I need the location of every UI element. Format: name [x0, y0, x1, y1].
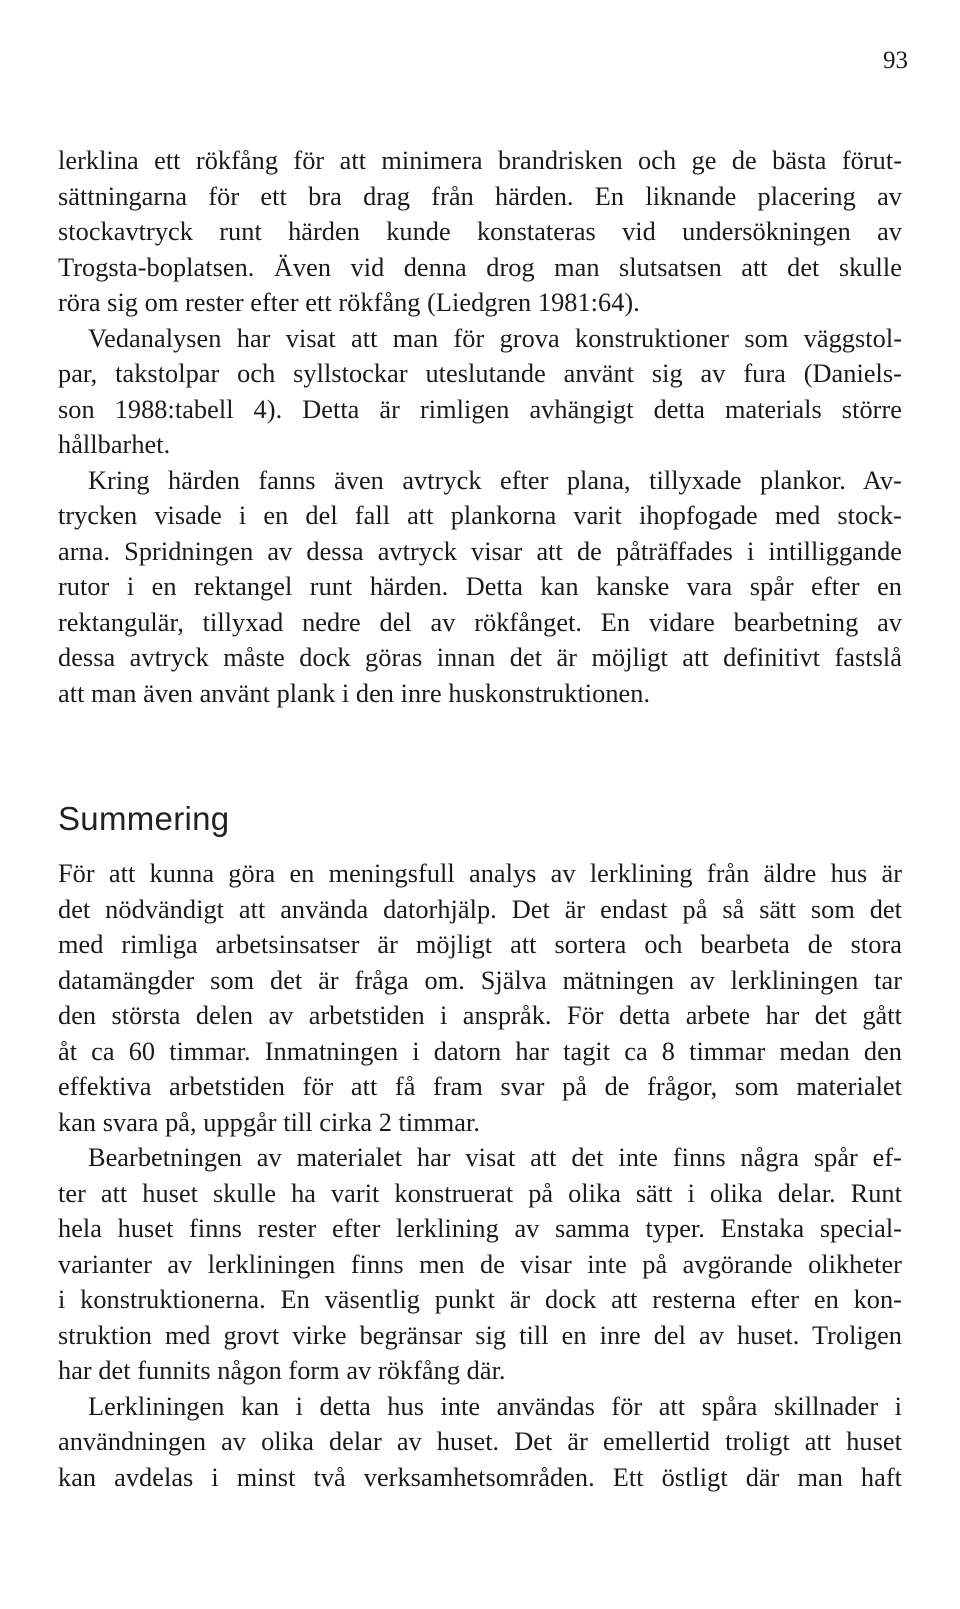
text-line: användningen av olika delar av huset. Det är emellertid troligt att huset: [58, 1427, 902, 1456]
text-line: struktion med grovt virke begränsar sig till en inre del av huset. Troligen: [58, 1321, 902, 1350]
text-line: datamängder som det är fråga om. Själva mätningen av lerkliningen tar: [58, 966, 902, 995]
text-line: hållbarhet.: [58, 430, 171, 459]
text-line: trycken visade i en del fall att plankorna varit ihopfogade med stock-: [58, 501, 902, 530]
section-heading: Summering: [58, 800, 230, 837]
text-line: sättningarna för ett bra drag från härden. En liknande placering av: [58, 182, 902, 211]
page-number: 93: [883, 47, 908, 74]
text-line: arna. Spridningen av dessa avtryck visar att de påträffades i intilliggande: [58, 537, 902, 566]
text-line: rutor i en rektangel runt härden. Detta kan kanske vara spår efter en: [58, 572, 902, 601]
text-line: att man även använt plank i den inre huskonstruktionen.: [58, 679, 651, 708]
text-line: stockavtryck runt härden kunde konstateras vid undersökningen av: [58, 217, 902, 246]
text-line: med rimliga arbetsinsatser är möjligt att sortera och bearbeta de stora: [58, 930, 902, 959]
text-line: Vedanalysen har visat att man för grova konstruktioner som väggstol-: [88, 324, 902, 353]
text-line: lerklina ett rökfång för att minimera brandrisken och ge de bästa förut-: [58, 146, 902, 175]
text-line: ter att huset skulle ha varit konstruerat på olika sätt i olika delar. Runt: [58, 1179, 902, 1208]
text-line: hela huset finns rester efter lerklining av samma typer. Enstaka special-: [58, 1214, 902, 1243]
text-line: Trogsta-boplatsen. Även vid denna drog man slutsatsen att det skulle: [58, 253, 902, 282]
text-line: det nödvändigt att använda datorhjälp. Det är endast på så sätt som det: [58, 895, 902, 924]
text-line: kan svara på, uppgår till cirka 2 timmar.: [58, 1108, 480, 1137]
text-line: Bearbetningen av materialet har visat att det inte finns några spår ef-: [88, 1143, 902, 1172]
text-line: i konstruktionerna. En väsentlig punkt är dock att resterna efter en kon-: [58, 1285, 902, 1314]
text-line: rektangulär, tillyxad nedre del av rökfånget. En vidare bearbetning av: [58, 608, 902, 637]
text-line: dessa avtryck måste dock göras innan det är möjligt att definitivt fastslå: [58, 643, 902, 672]
text-line: son 1988:tabell 4). Detta är rimligen avhängigt detta materials större: [58, 395, 902, 424]
text-line: Kring härden fanns även avtryck efter plana, tillyxade plankor. Av-: [88, 466, 902, 495]
text-line: För att kunna göra en meningsfull analys av lerklining från äldre hus är: [58, 859, 902, 888]
text-line: Lerkliningen kan i detta hus inte användas för att spåra skillnader i: [88, 1392, 902, 1421]
text-line: åt ca 60 timmar. Inmatningen i datorn har tagit ca 8 timmar medan den: [58, 1037, 902, 1066]
text-line: effektiva arbetstiden för att få fram svar på de frågor, som materialet: [58, 1072, 902, 1101]
text-line: röra sig om rester efter ett rökfång (Liedgren 1981:64).: [58, 288, 640, 317]
text-line: har det funnits någon form av rökfång där.: [58, 1356, 506, 1385]
text-line: varianter av lerkliningen finns men de visar inte på avgörande olikheter: [58, 1250, 902, 1279]
text-line: par, takstolpar och syllstockar uteslutande använt sig av fura (Daniels-: [58, 359, 902, 388]
text-line: den största delen av arbetstiden i anspråk. För detta arbete har det gått: [58, 1001, 902, 1030]
text-line: kan avdelas i minst två verksamhetsområden. Ett östligt där man haft: [58, 1463, 902, 1492]
